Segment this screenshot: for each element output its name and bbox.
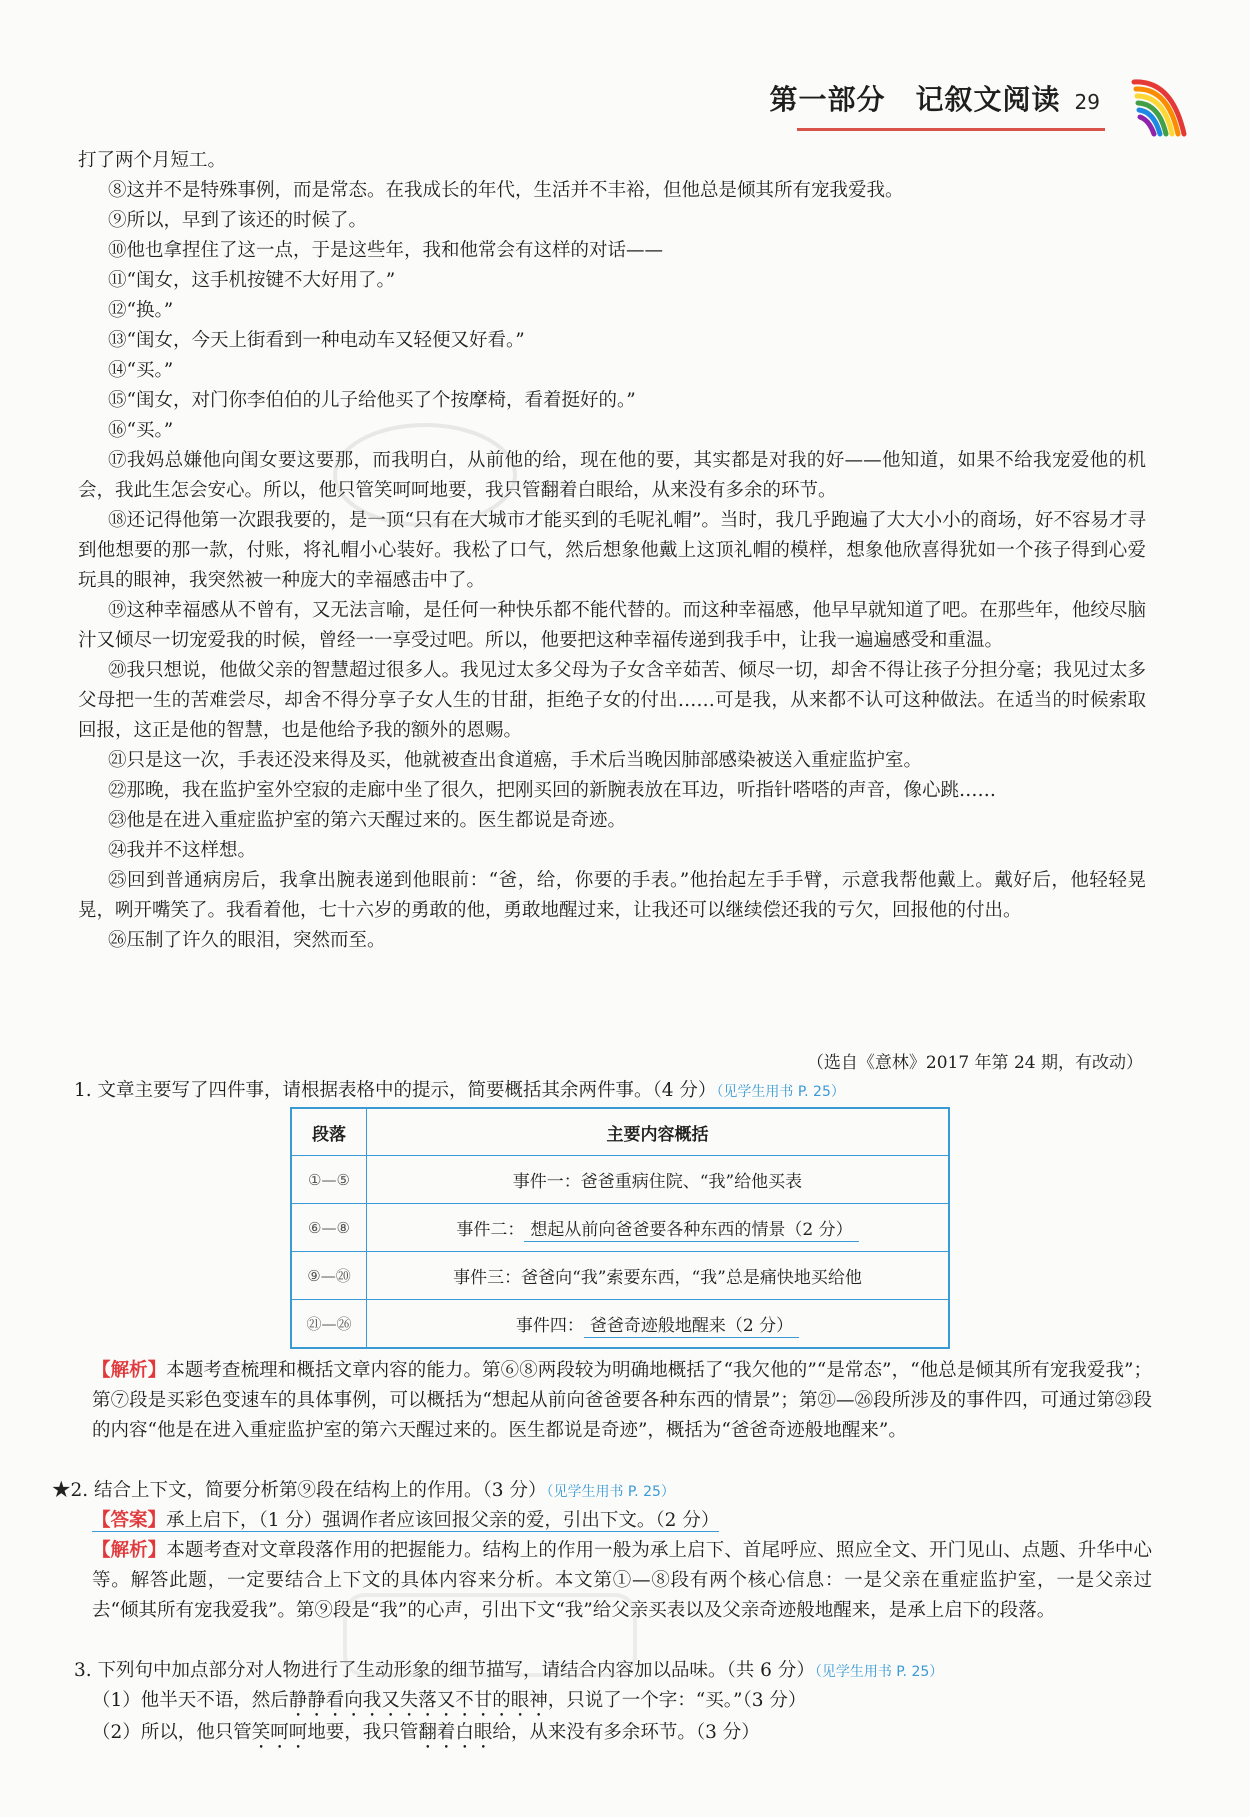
table-cell-range: ①—⑤ xyxy=(291,1156,367,1204)
table-header-cell: 主要内容概括 xyxy=(367,1108,950,1156)
page-header xyxy=(770,78,1100,118)
analysis-text: 本题考查梳理和概括文章内容的能力。第⑥⑧两段较为明确地概括了“我欠他的”“是常态”，“他总是倾其所有宠我爱我”；第⑦段是买彩色变速车的具体事例，可以概括为“想起从前向爸爸要各种东西的情景”；第㉑—㉖段所涉及的事件四，可通过第㉓段的内容“他是在进入重症监护室的第六天醒过来的。医生都说是奇迹”，概括为“爸爸奇迹般地醒来”。 xyxy=(92,1360,1152,1441)
question-2-answer xyxy=(74,1506,1152,1536)
source-citation: （选自《意林》2017 年第 24 期，有改动） xyxy=(806,1053,1143,1073)
table-cell-range: ⑨—⑳ xyxy=(291,1252,367,1300)
table-cell-range: ⑥—⑧ xyxy=(291,1204,367,1252)
question-1-text: 1. 文章主要写了四件事，请根据表格中的提示，简要概括其余两件事。（4 分） xyxy=(74,1080,717,1101)
question-1-ref: （见学生用书 P. 25） xyxy=(716,1084,845,1100)
passage-paragraph: ㉑只是这一次，手表还没来得及买，他就被查出食道癌，手术后当晚因肺部感染被送入重症监护室。 xyxy=(108,750,923,771)
table-row xyxy=(291,1300,949,1349)
passage-paragraph: ㉖压制了许久的眼泪，突然而至。 xyxy=(108,930,386,951)
question-3-sentence-1 xyxy=(74,1686,1152,1721)
passage-paragraph: ⑰我妈总嫌他向闺女要这要那，而我明白，从前他的给，现在他的要，其实都是对我的好——他知道，如果不给我宠爱他的机会，我此生怎会安心。所以，他只管笑呵呵地要，我只管翻着白眼给，从来没有多余的环节。 xyxy=(78,450,1146,501)
summary-answer: 爸爸奇迹般地醒来（2 分） xyxy=(584,1316,799,1338)
page-number: 29 xyxy=(1074,90,1100,114)
rainbow-icon xyxy=(1128,70,1190,140)
question-3-text: 3. 下列句中加点部分对人物进行了生动形象的细节描写，请结合内容加以品味。（共 6 分） xyxy=(74,1660,815,1681)
analysis-label: 【解析】 xyxy=(92,1360,167,1381)
passage-paragraph: ⑳我只想说，他做父亲的智慧超过很多人。我见过太多父母为子女含辛茹苦、倾尽一切，却舍不得让孩子分担分毫；我见过太多父母把一生的苦难尝尽，却舍不得分享子女人生的甘甜，拒绝子女的付出……可是我，从来都不认可这种做法。在适当的时候索取回报，这正是他的智慧，也是他给予我的额外的恩赐。 xyxy=(78,660,1146,741)
passage-paragraph: ⑪“闺女，这手机按键不大好用了。” xyxy=(108,270,396,291)
dotted-phrase: 翻着白眼 xyxy=(418,1722,493,1743)
dotted-phrase: 笑呵呵 xyxy=(251,1722,308,1743)
question-1 xyxy=(74,1076,1152,1107)
passage-paragraph: ⑱还记得他第一次跟我要的，是一顶“只有在大城市才能买到的毛呢礼帽”。当时，我几乎跑遍了大大小小的商场，好不容易才寻到他想要的那一款，付账，将礼帽小心装好。我松了口气，然后想象他戴上这顶礼帽的模样，想象他欣喜得犹如一个孩子得到心爱玩具的眼神，我突然被一种庞大的幸福感击中了。 xyxy=(78,510,1146,591)
passage-paragraph: ⑫“换。” xyxy=(108,300,174,321)
summary-prefix: 事件一：爸爸重病住院、“我”给他买表 xyxy=(512,1172,803,1192)
passage-paragraph: ⑲这种幸福感从不曾有，又无法言喻，是任何一种快乐都不能代替的。而这种幸福感，他早早就知道了吧。在那些年，他绞尽脑汁又倾尽一切宠爱我的时候，曾经一一享受过吧。所以，他要把这种幸福传递到我手中，让我一遍遍感受和重温。 xyxy=(78,600,1146,651)
sentence-text: 给，从来没有多余环节。（3 分） xyxy=(492,1722,760,1743)
summary-table xyxy=(290,1107,950,1349)
question-3 xyxy=(74,1656,1152,1687)
summary-answer: 想起从前向爸爸要各种东西的情景（2 分） xyxy=(524,1220,858,1242)
question-3-sentence-2 xyxy=(74,1718,1152,1753)
passage-paragraph: ⑩他也拿捏住了这一点，于是这些年，我和他常会有这样的对话—— xyxy=(108,240,664,261)
question-3-ref: （见学生用书 P. 25） xyxy=(814,1664,944,1680)
question-2 xyxy=(52,1476,1152,1507)
passage xyxy=(78,146,1146,956)
passage-paragraph: ⑨所以，早到了该还的时候了。 xyxy=(108,210,368,231)
answer-text: 承上启下，（1 分）强调作者应该回报父亲的爱，引出下文。（2 分） xyxy=(166,1510,720,1531)
table-row xyxy=(291,1252,949,1300)
table-row xyxy=(291,1204,949,1252)
header-part: 第一部分 xyxy=(769,83,886,116)
table-cell-summary xyxy=(367,1156,950,1204)
summary-prefix: 事件二： xyxy=(456,1220,525,1240)
sentence-text: （2）所以，他只管 xyxy=(92,1722,252,1743)
star-icon: ★ xyxy=(52,1480,71,1501)
passage-paragraph: ⑯“买。” xyxy=(108,420,174,441)
passage-paragraph: ⑮“闺女，对门你李伯伯的儿子给他买了个按摩椅，看着挺好的。” xyxy=(108,390,636,411)
table-cell-summary xyxy=(367,1252,950,1300)
sentence-text: 地要，我只管 xyxy=(307,1722,419,1743)
sentence-text: （1）他半天不语，然后 xyxy=(92,1690,289,1711)
passage-paragraph: 打了两个月短工。 xyxy=(78,150,227,171)
sentence-text: ，只说了一个字：“买。”（3 分） xyxy=(547,1690,807,1711)
table-row xyxy=(291,1156,949,1204)
summary-prefix: 事件三：爸爸向“我”索要东西，“我”总是痛快地买给他 xyxy=(453,1268,862,1288)
analysis-text: 本题考查对文章段落作用的把握能力。结构上的作用一般为承上启下、首尾呼应、照应全文、开门见山、点题、升华中心等。解答此题，一定要结合上下文的具体内容来分析。本文第①—⑧段有两个核心信息：一是父亲在重症监护室，一是父亲过去“倾其所有宠我爱我”。第⑨段是“我”的心声，引出下文“我”给父亲买表以及父亲奇迹般地醒来，是承上启下的段落。 xyxy=(92,1540,1152,1621)
summary-prefix: 事件四： xyxy=(515,1316,584,1336)
passage-paragraph: ㉔我并不这样想。 xyxy=(108,840,257,861)
passage-paragraph: ⑭“买。” xyxy=(108,360,174,381)
table-cell-range: ㉑—㉖ xyxy=(291,1300,367,1349)
passage-paragraph: ㉒那晚，我在监护室外空寂的走廊中坐了很久，把刚买回的新腕表放在耳边，听指针嗒嗒的声音，像心跳…… xyxy=(108,780,997,801)
question-2-analysis xyxy=(74,1536,1152,1626)
analysis-label: 【解析】 xyxy=(92,1540,167,1561)
question-2-ref: （见学生用书 P. 25） xyxy=(546,1484,675,1500)
header-section: 记叙文阅读 xyxy=(915,83,1061,116)
answer-label: 【答案】 xyxy=(92,1510,167,1531)
question-2-text: 2. 结合上下文，简要分析第⑨段在结构上的作用。（3 分） xyxy=(70,1480,547,1501)
header-rule xyxy=(797,128,1105,131)
passage-paragraph: ⑬“闺女，今天上街看到一种电动车又轻便又好看。” xyxy=(108,330,525,351)
passage-paragraph: ⑧这并不是特殊事例，而是常态。在我成长的年代，生活并不丰裕，但他总是倾其所有宠我爱我。 xyxy=(108,180,904,201)
table-cell-summary xyxy=(367,1204,950,1252)
table-header-row xyxy=(291,1108,949,1156)
question-1-analysis xyxy=(74,1356,1152,1446)
dotted-phrase: 静静看向我又失落又不甘的眼神 xyxy=(288,1690,548,1711)
passage-paragraph: ㉕回到普通病房后，我拿出腕表递到他眼前：“爸，给，你要的手表。”他抬起左手手臂，示意我帮他戴上。戴好后，他轻轻晃晃，咧开嘴笑了。我看着他，七十六岁的勇敢的他，勇敢地醒过来，让我还可以继续偿还我的亏欠，回报他的付出。 xyxy=(78,870,1146,921)
table-header-cell: 段落 xyxy=(291,1108,367,1156)
table-cell-summary xyxy=(367,1300,950,1349)
passage-paragraph: ㉓他是在进入重症监护室的第六天醒过来的。医生都说是奇迹。 xyxy=(108,810,627,831)
header-title xyxy=(770,78,1061,118)
